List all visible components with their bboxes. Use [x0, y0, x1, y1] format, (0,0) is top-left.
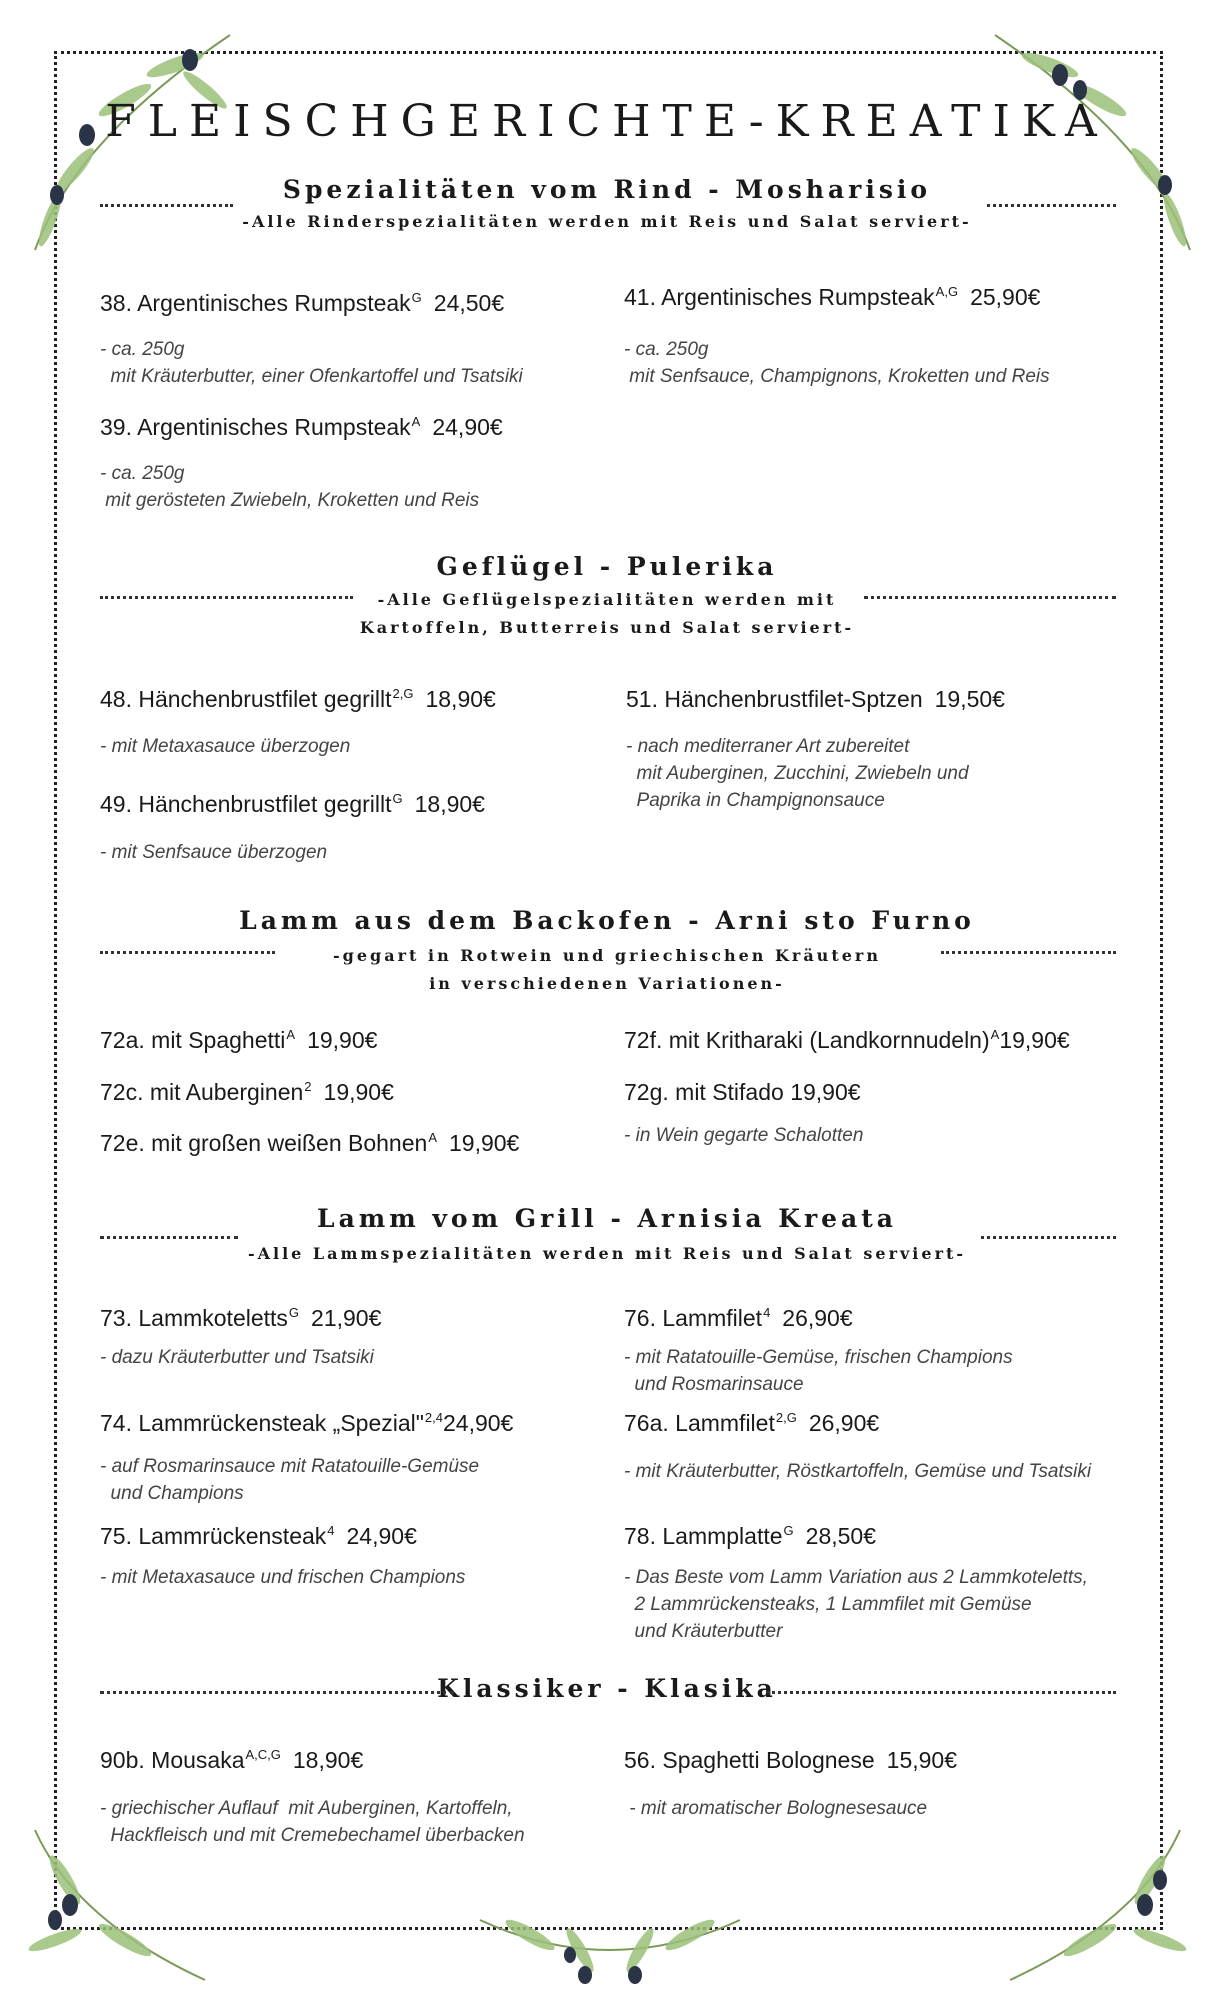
divider-dots — [100, 204, 233, 207]
description-line: - in Wein gegarte Schalotten — [624, 1125, 864, 1146]
description-line: - mit Kräuterbutter, Röstkartoffeln, Gemüse und Tsatsiki — [624, 1461, 1092, 1482]
allergen-superscript: A — [990, 1027, 1000, 1042]
section-subtitle: -Alle Rinderspezialitäten werden mit Reis und Salat serviert- — [242, 212, 972, 231]
item-name: 78. Lammplatte — [624, 1523, 783, 1549]
menu-item — [100, 1027, 377, 1054]
item-name: 72f. mit Kritharaki (Landkornnudeln) — [624, 1027, 990, 1053]
section-subtitle: Kartoffeln, Butterreis und Salat serviert- — [359, 618, 855, 637]
allergen-superscript: G — [392, 791, 403, 806]
item-description — [100, 733, 350, 760]
item-price: 19,90€ — [307, 1027, 378, 1053]
allergen-superscript: 2,G — [392, 686, 414, 701]
menu-item — [100, 1523, 417, 1550]
allergen-superscript: A — [428, 1130, 437, 1145]
description-line: mit Senfsauce, Champignons, Kroketten und Reis — [624, 366, 1050, 387]
allergen-superscript: G — [288, 1305, 300, 1320]
item-description — [624, 1122, 863, 1149]
item-price: 19,90€ — [999, 1027, 1070, 1053]
item-name: 39. Argentinisches Rumpsteak — [100, 414, 411, 440]
allergen-superscript: A — [411, 414, 421, 429]
menu-item — [624, 1027, 1070, 1054]
description-line: - ca. 250g — [624, 339, 709, 360]
description-line: - ca. 250g — [100, 463, 185, 484]
description-line: und Kräuterbutter — [624, 1621, 783, 1642]
allergen-superscript: 2,4 — [424, 1410, 443, 1425]
item-price: 24,50€ — [433, 290, 505, 316]
item-price: 24,90€ — [432, 414, 503, 440]
item-price: 19,90€ — [323, 1079, 394, 1105]
allergen-superscript: 2,G — [775, 1410, 797, 1425]
item-price: 19,90€ — [448, 1130, 520, 1156]
allergen-superscript: G — [783, 1523, 794, 1538]
description-line: - mit Senfsauce überzogen — [100, 842, 328, 863]
item-name: 41. Argentinisches Rumpsteak — [624, 284, 935, 310]
item-price: 24,90€ — [346, 1523, 417, 1549]
description-line: - ca. 250g — [100, 339, 185, 360]
section-subtitle: in verschiedenen Variationen- — [429, 974, 785, 993]
item-name: 72g. mit Stifado — [624, 1079, 784, 1105]
item-name: 56. Spaghetti Bolognese — [624, 1747, 875, 1773]
section-subtitle: -Alle Geflügelspezialitäten werden mit — [377, 590, 837, 609]
olive-branch-bottom-center-icon — [470, 1890, 750, 1990]
menu-item — [624, 284, 1040, 311]
item-description — [100, 1795, 525, 1849]
item-description — [624, 1564, 1088, 1645]
allergen-superscript: A,C,G — [245, 1747, 281, 1762]
section-heading-backofen: Lamm aus dem Backofen - Arni sto Furno — [239, 906, 975, 935]
menu-item — [100, 1079, 394, 1106]
menu-item — [624, 1305, 853, 1332]
allergen-superscript: 4 — [763, 1305, 771, 1320]
menu-item — [624, 1523, 876, 1550]
menu-item — [100, 1130, 519, 1157]
description-line: - mit Metaxasauce und frischen Champions — [100, 1567, 466, 1588]
item-price: 26,90€ — [782, 1305, 853, 1331]
divider-dots — [981, 1236, 1116, 1239]
item-description — [100, 336, 523, 390]
description-line: - griechischer Auflauf mit Auberginen, Kartoffeln, — [100, 1798, 513, 1819]
item-name: 48. Hänchenbrustfilet gegrillt — [100, 686, 392, 712]
allergen-superscript: A — [286, 1027, 296, 1042]
item-name: 72c. mit Auberginen — [100, 1079, 304, 1105]
allergen-superscript: 2 — [304, 1079, 312, 1094]
description-line: und Champions — [100, 1483, 244, 1504]
description-line: Paprika in Champignonsauce — [626, 790, 885, 811]
description-line: 2 Lammrückensteaks, 1 Lammfilet mit Gemüse — [624, 1594, 1032, 1615]
section-heading-grill: Lamm vom Grill - Arnisia Kreata — [316, 1204, 897, 1233]
item-description — [100, 1564, 465, 1591]
section-subtitle: -Alle Lammspezialitäten werden mit Reis und Salat serviert- — [247, 1244, 967, 1263]
allergen-superscript: A,G — [935, 284, 959, 299]
description-line: - Das Beste vom Lamm Variation aus 2 Lammkoteletts, — [624, 1567, 1088, 1588]
item-description — [624, 1344, 1013, 1398]
menu-item — [100, 290, 504, 317]
menu-item — [100, 686, 496, 713]
item-price: 15,90€ — [886, 1747, 958, 1773]
item-name: 72e. mit großen weißen Bohnen — [100, 1130, 428, 1156]
item-description — [100, 1453, 479, 1507]
description-line: mit gerösteten Zwiebeln, Kroketten und Reis — [100, 490, 480, 511]
menu-item — [100, 1410, 513, 1437]
menu-item — [624, 1079, 861, 1106]
item-name: 90b. Mousaka — [100, 1747, 245, 1773]
item-name: 38. Argentinisches Rumpsteak — [100, 290, 411, 316]
item-name: 72a. mit Spaghetti — [100, 1027, 286, 1053]
olive-branch-bottom-right-icon — [1000, 1820, 1200, 1990]
item-name: 51. Hänchenbrustfilet-Sptzen — [626, 686, 923, 712]
item-description — [624, 336, 1050, 390]
allergen-superscript: G — [411, 290, 422, 305]
menu-item — [626, 686, 1005, 713]
item-description — [100, 839, 327, 866]
description-line: mit Auberginen, Zucchini, Zwiebeln und — [626, 763, 969, 784]
page-title: FLEISCHGERICHTE-KREATIKA — [105, 96, 1109, 147]
item-price: 18,90€ — [414, 791, 485, 817]
section-subtitle: -gegart in Rotwein und griechischen Kräutern — [333, 946, 881, 965]
menu-item — [624, 1410, 879, 1437]
item-name: 73. Lammkoteletts — [100, 1305, 288, 1331]
divider-dots — [100, 1691, 454, 1694]
description-line: - dazu Kräuterbutter und Tsatsiki — [100, 1347, 374, 1368]
item-price: 24,90€ — [443, 1410, 514, 1436]
description-line: und Rosmarinsauce — [624, 1374, 804, 1395]
item-price: 21,90€ — [311, 1305, 382, 1331]
menu-item — [100, 414, 503, 441]
description-line: - mit aromatischer Bolognesesauce — [624, 1798, 928, 1819]
item-description — [626, 733, 969, 814]
section-heading-gefluegel: Geflügel - Pulerika — [436, 552, 778, 581]
description-line: mit Kräuterbutter, einer Ofenkartoffel und Tsatsiki — [100, 366, 523, 387]
item-price: 18,90€ — [292, 1747, 364, 1773]
item-description — [100, 1344, 374, 1371]
menu-item — [100, 791, 485, 818]
item-price: 19,50€ — [934, 686, 1005, 712]
item-name: 49. Hänchenbrustfilet gegrillt — [100, 791, 392, 817]
item-name: 76a. Lammfilet — [624, 1410, 775, 1436]
item-price: 25,90€ — [970, 284, 1041, 310]
item-description — [624, 1458, 1091, 1485]
description-line: - mit Ratatouille-Gemüse, frischen Champions — [624, 1347, 1013, 1368]
item-price: 19,90€ — [790, 1079, 861, 1105]
description-line: - auf Rosmarinsauce mit Ratatouille-Gemüse — [100, 1456, 480, 1477]
menu-item — [624, 1747, 957, 1774]
divider-dots — [100, 1236, 238, 1239]
allergen-superscript: 4 — [327, 1523, 335, 1538]
section-heading-rind: Spezialitäten vom Rind - Mosharisio — [282, 175, 932, 204]
description-line: - mit Metaxasauce überzogen — [100, 736, 351, 757]
divider-dots — [767, 1691, 1116, 1694]
item-description — [100, 460, 479, 514]
menu-item — [100, 1747, 363, 1774]
menu-item — [100, 1305, 381, 1332]
item-price: 28,50€ — [805, 1523, 877, 1549]
item-name: 76. Lammfilet — [624, 1305, 763, 1331]
item-price: 26,90€ — [808, 1410, 880, 1436]
item-price: 18,90€ — [425, 686, 496, 712]
item-name: 75. Lammrückensteak — [100, 1523, 327, 1549]
description-line: Hackfleisch und mit Cremebechamel überbacken — [100, 1825, 525, 1846]
item-name: 74. Lammrückensteak „Spezial" — [100, 1410, 424, 1436]
divider-dots — [987, 204, 1116, 207]
item-description — [624, 1795, 927, 1822]
section-heading-klassiker: Klassiker - Klasika — [437, 1674, 777, 1703]
description-line: - nach mediterraner Art zubereitet — [626, 736, 910, 757]
